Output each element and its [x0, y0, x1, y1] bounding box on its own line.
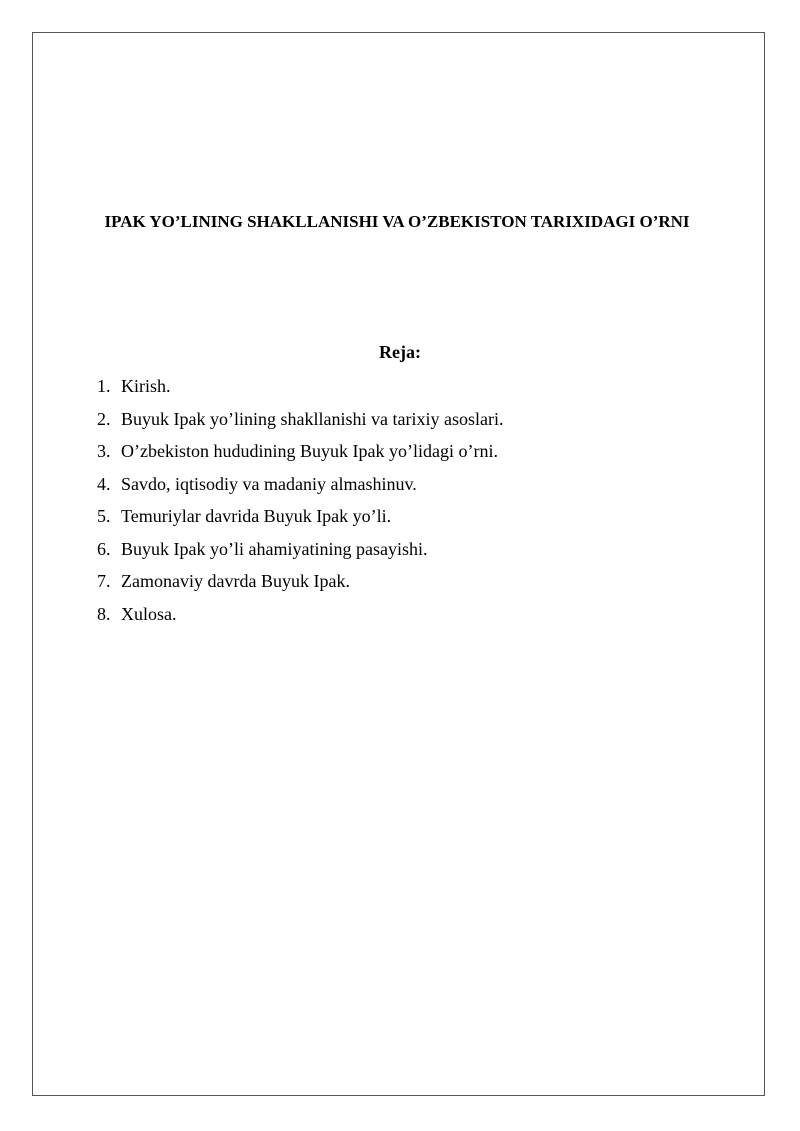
plan-item	[97, 439, 503, 472]
plan-item-number: 4.	[97, 473, 111, 494]
plan-item-text: Xulosa.	[121, 603, 177, 624]
plan-item-number: 6.	[97, 538, 111, 559]
plan-item	[97, 569, 503, 602]
plan-item-text: O’zbekiston hududining Buyuk Ipak yo’lidagi o’rni.	[121, 441, 498, 461]
plan-item	[97, 537, 503, 570]
plan-item-number: 1.	[97, 376, 111, 396]
plan-item	[97, 602, 503, 635]
plan-item-text: Buyuk Ipak yo’lining shakllanishi va tarixiy asoslari.	[121, 408, 504, 429]
plan-item	[97, 504, 503, 537]
plan-item-text: Temuriylar davrida Buyuk Ipak yo’li.	[121, 506, 392, 526]
plan-list	[97, 374, 503, 634]
plan-item-number: 5.	[97, 506, 111, 526]
plan-item-text: Kirish.	[121, 376, 171, 396]
plan-item-number: 8.	[97, 603, 111, 624]
plan-item	[97, 374, 503, 407]
plan-item	[97, 407, 503, 440]
plan-item	[97, 472, 503, 505]
plan-item-number: 7.	[97, 571, 111, 591]
plan-item-text: Buyuk Ipak yo’li ahamiyatining pasayishi.	[121, 538, 428, 559]
document-title: IPAK YO’LINING SHAKLLANISHI VA O’ZBEKISTON TARIXIDAGI O’RNI	[104, 212, 690, 231]
plan-item-text: Savdo, iqtisodiy va madaniy almashinuv.	[121, 473, 417, 494]
plan-item-number: 2.	[97, 408, 111, 429]
plan-item-text: Zamonaviy davrda Buyuk Ipak.	[121, 571, 350, 591]
plan-heading: Reja:	[379, 342, 421, 362]
plan-item-number: 3.	[97, 441, 111, 461]
